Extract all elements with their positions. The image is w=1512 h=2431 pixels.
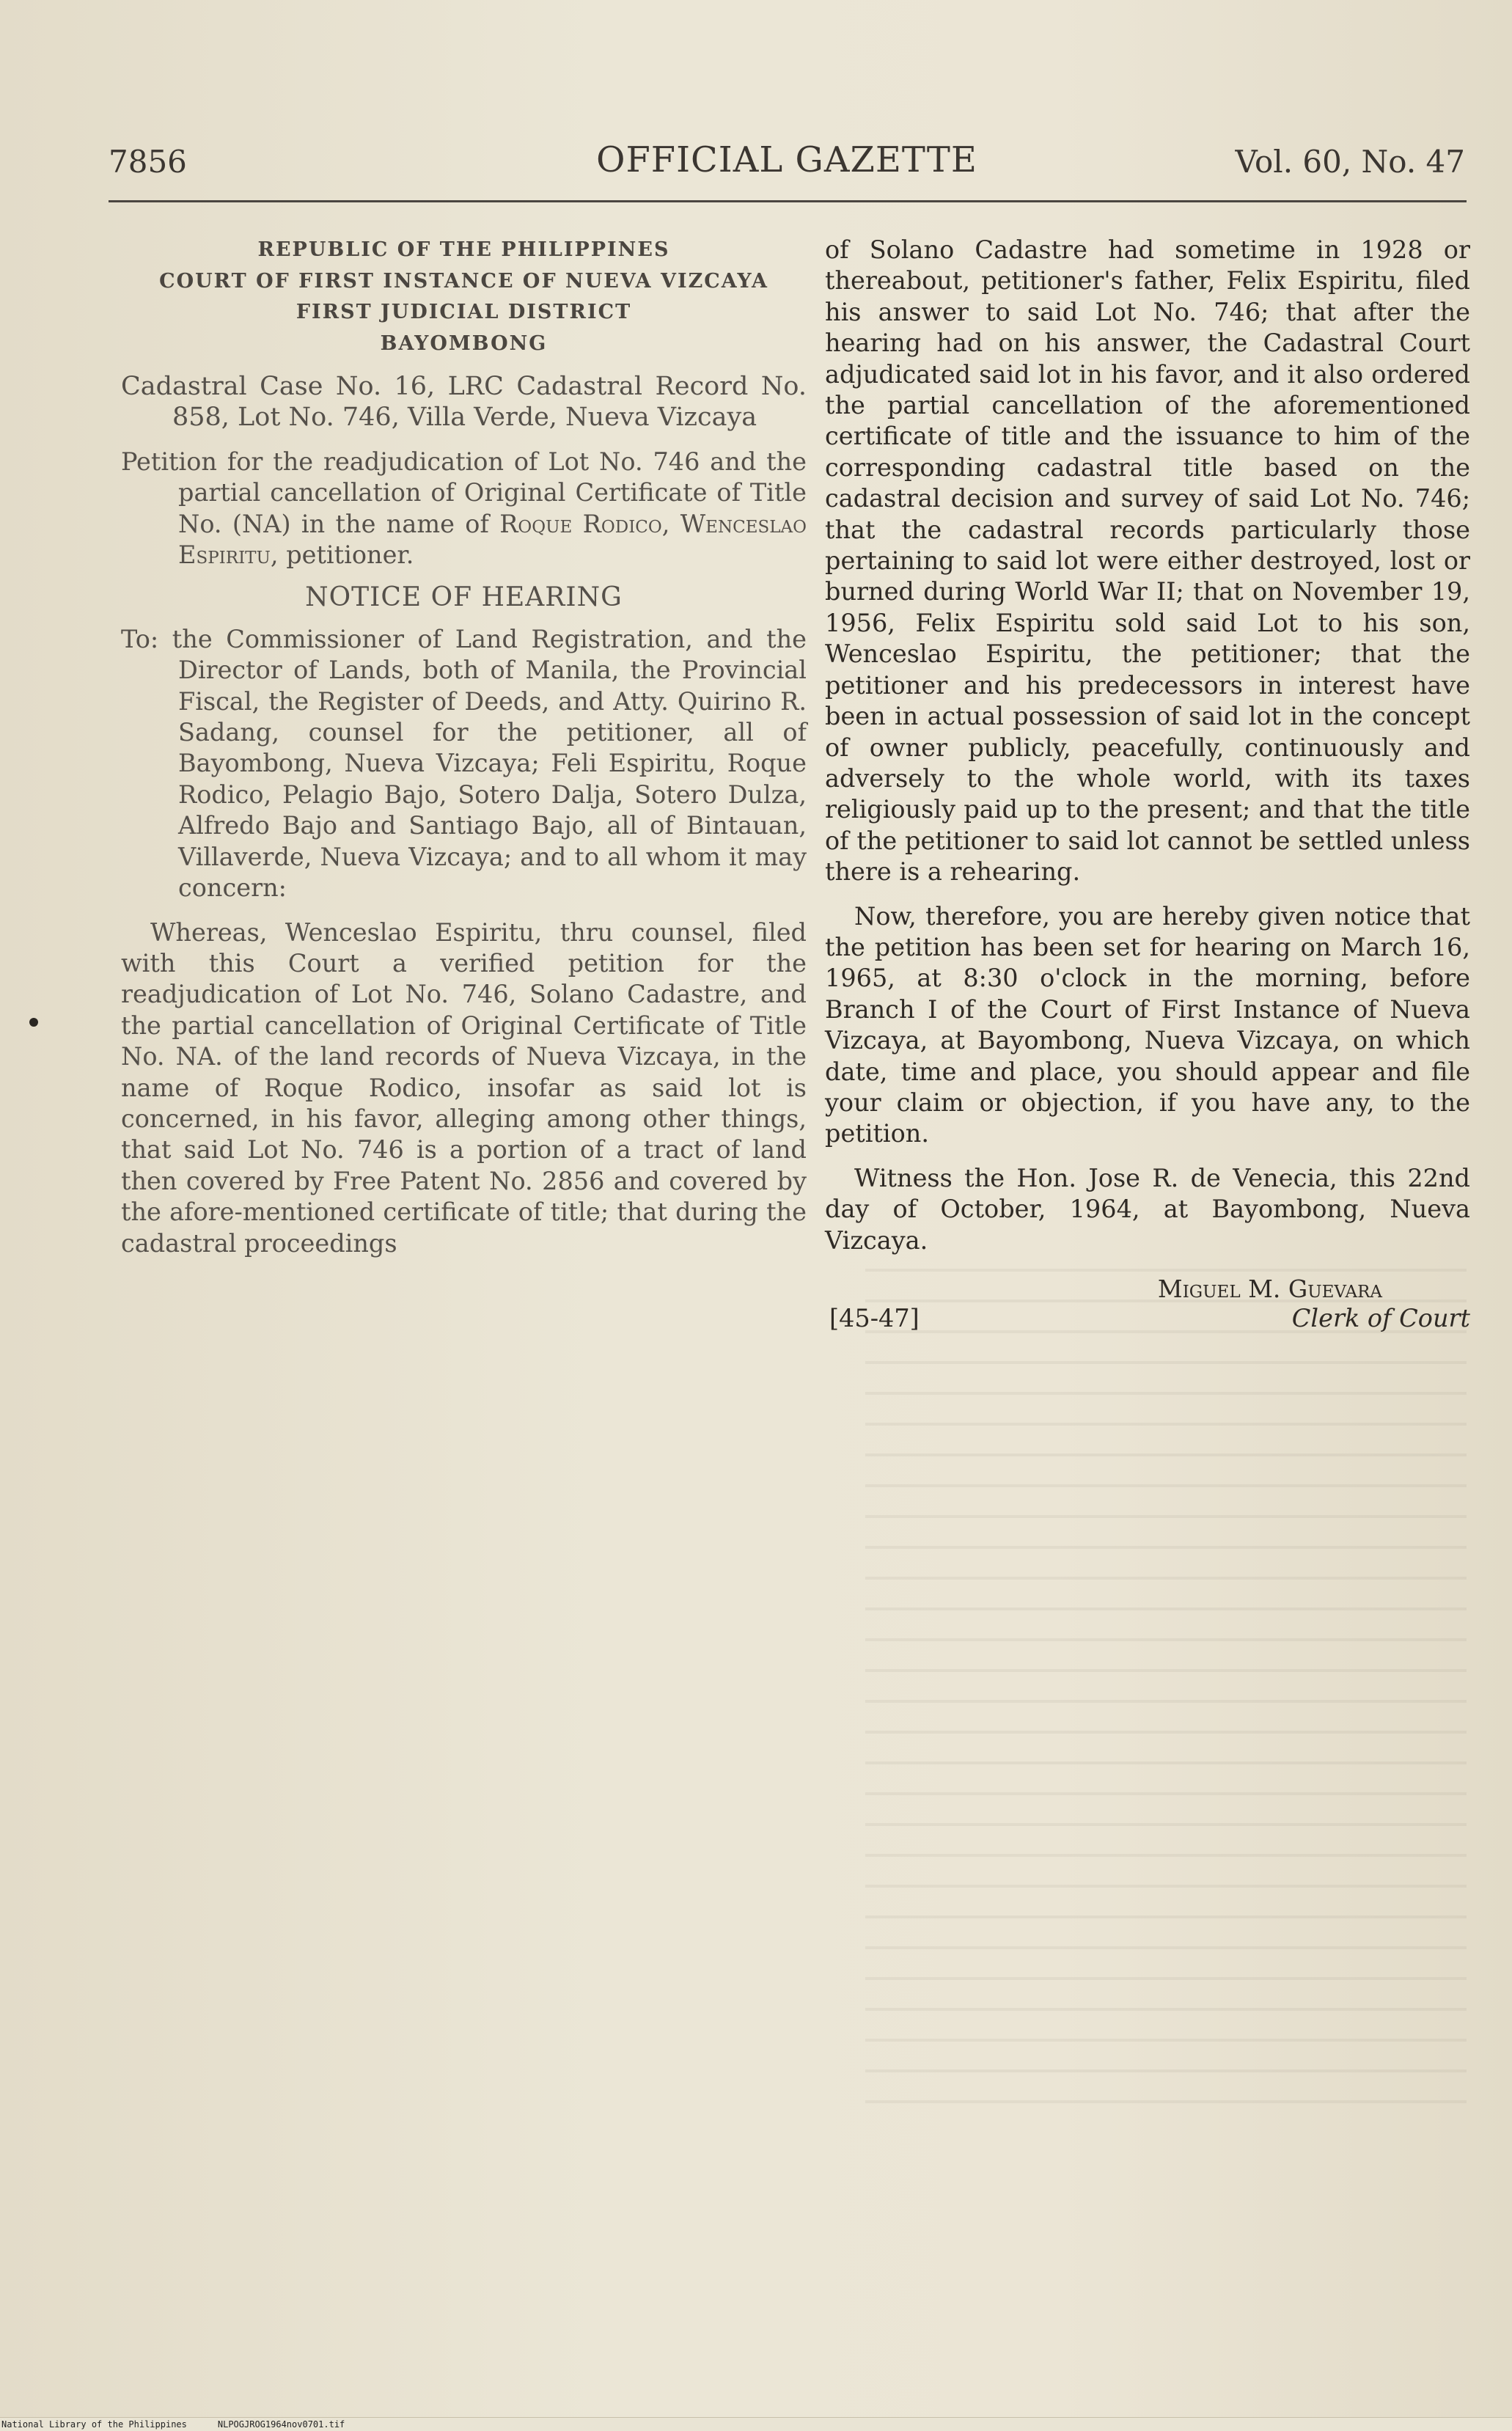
ink-speck <box>29 1018 38 1027</box>
petition-end: , petitioner. <box>270 540 414 570</box>
court-line-district: FIRST JUDICIAL DISTRICT <box>296 301 632 323</box>
court-line-republic: REPUBLIC OF THE PHILIPPINES <box>257 238 670 261</box>
publication-reference: [45-47] <box>829 1304 920 1332</box>
court-heading <box>121 235 807 359</box>
footer-library: National Library of the Philippines <box>1 2419 187 2430</box>
petition-separator: , <box>661 509 680 538</box>
signature-block <box>825 1274 1470 1340</box>
court-line-city: BAYOMBONG <box>380 331 548 355</box>
continuation-paragraph: of Solano Cadastre had sometime in 1928 or thereabout, petitioner's father, Felix Espiritu, filed his answer to said Lot No. 746; that after the hearing had on his answer, the Cadastral Court adjudicated said lot in his favor, and it also ordered the partial cancellation of the aforementioned certificate of title and the issuance to him of the corresponding cadastral title based on the cadastral decision and survey of said Lot No. 746; that the cadastral records particularly those pertaining to said lot were either destroyed, lost or burned during World War II; that on November 19, 1956, Felix Espiritu sold said Lot to his son, Wenceslao Espiritu, the petitioner; that the petitioner and his predecessors in interest have been in actual possession of said lot in the concept of owner publicly, peacefully, continuously and adversely to the whole world, with its taxes religiously paid up to the present; and that the title of the petitioner to said lot cannot be settled unless there is a rehearing. <box>825 235 1470 887</box>
whereas-paragraph: Whereas, Wenceslao Espiritu, thru counsel, filed with this Court a verified petition for the readjudication of Lot No. 746, Solano Cadastre, and the partial cancellation of Original Certificate of Title No. NA. of the land records of Nueva Vizcaya, in the name of Roque Rodico, insofar as said lot is concerned, in his favor, alleging among other things, that said Lot No. 746 is a portion of a tract of land then covered by Free Patent No. 2856 and covered by the afore-mentioned certificate of title; that during the cadastral proceedings <box>121 917 807 1258</box>
addressees: To: the Commissioner of Land Registration, and the Director of Lands, both of Manila, the Provincial Fiscal, the Register of Deeds, and Atty. Quirino R. Sadang, counsel for the petitioner, all of Bayombong, Nueva Vizcaya; Feli Espiritu, Roque Rodico, Pelagio Bajo, Sotero Dalja, Sotero Dulza, Alfredo Bajo and Santiago Bajo, all of Bintauan, Villaverde, Nueva Vizcaya; and to all whom it may concern: <box>121 624 807 903</box>
now-therefore-paragraph: Now, therefore, you are hereby given notice that the petition has been set for hearing on March 16, 1965, at 8:30 o'clock in the morning, before Branch I of the Court of First Instance of Nueva Vizcaya, at Bayombong, Nueva Vizcaya, on which date, time and place, you should appear and file your claim or objection, if you have any, to the petition. <box>825 901 1470 1148</box>
page-number: 7856 <box>109 144 187 180</box>
journal-title: OFFICIAL GAZETTE <box>596 139 977 180</box>
right-column <box>825 235 1470 1340</box>
petitioner-name: Wenceslao Espiritu <box>178 509 807 570</box>
page-header <box>109 139 1465 183</box>
signatory-title: Clerk of Court <box>1291 1304 1470 1332</box>
petition-caption <box>121 447 807 571</box>
footer-filename: NLPOGJROG1964nov0701.tif <box>217 2419 345 2430</box>
court-line-court: COURT OF FIRST INSTANCE OF NUEVA VIZCAYA <box>159 269 768 293</box>
left-column <box>121 235 807 1259</box>
volume-label: Vol. 60, No. 47 <box>1235 144 1465 180</box>
signatory-name: Miguel M. Guevara <box>1157 1275 1382 1303</box>
header-rule <box>109 200 1467 202</box>
notice-title: NOTICE OF HEARING <box>305 582 623 613</box>
case-reference: Cadastral Case No. 16, LRC Cadastral Record No. 858, Lot No. 746, Villa Verde, Nueva Vizcaya <box>121 372 807 433</box>
scan-footer <box>0 2417 1512 2431</box>
petition-owner-name: Roque Rodico <box>499 509 662 538</box>
show-through-texture <box>865 1247 1467 2127</box>
witness-paragraph: Witness the Hon. Jose R. de Venecia, this 22nd day of October, 1964, at Bayombong, Nueva Vizcaya. <box>825 1163 1470 1255</box>
petition-text: Petition for the readjudication of Lot No. 746 and the partial cancellation of Original Certificate of Title No. (NA) in the name of <box>121 447 807 538</box>
